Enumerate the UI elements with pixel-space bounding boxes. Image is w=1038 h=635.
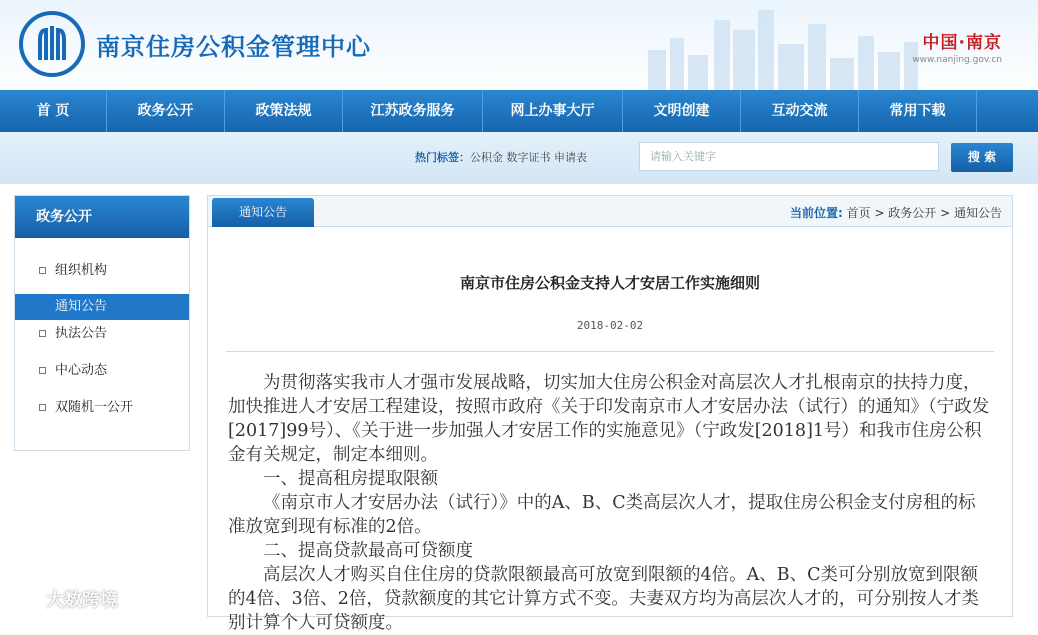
sidebar-item-organization[interactable]	[15, 258, 189, 284]
sidebar-item-label: 中心动态	[55, 363, 108, 378]
sidebar-item-news[interactable]	[15, 358, 189, 384]
divider	[226, 351, 994, 352]
sidebar-title: 政务公开	[15, 196, 189, 238]
article-date: 2018-02-02	[576, 319, 644, 332]
nav-item-online-hall[interactable]: 网上办事大厅	[483, 90, 623, 132]
nav-item-civilization[interactable]: 文明创建	[623, 90, 741, 132]
watermark-text: 大数跨境	[46, 590, 118, 611]
sidebar-item-label: 通知公告	[55, 299, 108, 314]
sidebar-item-notices[interactable]	[15, 294, 189, 320]
section-heading: 一、提高租房提取限额	[263, 469, 438, 489]
nav-item-interaction[interactable]: 互动交流	[741, 90, 859, 132]
content-header	[208, 196, 1012, 227]
city-skyline-decoration	[628, 0, 958, 90]
article-body	[228, 371, 990, 635]
article-paragraph: 高层次人才购买自住住房的贷款限额最高可放宽到限额的4倍。A、B、C类可分别放宽到限额的4倍、3倍、2倍，贷款额度的其它计算方式不变。夫妻双方均为高层次人才的，可分别按人才类别计算个人可贷额度。	[228, 565, 979, 633]
tab-notices[interactable]: 通知公告	[212, 198, 314, 227]
sidebar-item-random-inspection[interactable]	[15, 395, 189, 421]
square-bullet-icon	[39, 367, 46, 374]
nav-item-gov-affairs[interactable]: 政务公开	[107, 90, 225, 132]
site-header	[0, 0, 1038, 90]
sidebar-item-label: 组织机构	[55, 263, 108, 278]
brand-name: 中国·南京	[922, 33, 1002, 53]
nav-item-home[interactable]: 首 页	[0, 90, 107, 132]
site-logo-icon[interactable]	[18, 10, 86, 78]
breadcrumb-label: 当前位置:	[789, 206, 843, 220]
square-bullet-icon	[39, 267, 46, 274]
nanjing-brand[interactable]	[912, 28, 1002, 65]
sidebar	[14, 195, 190, 451]
main-content	[207, 195, 1013, 633]
article-title: 南京市住房公积金支持人才安居工作实施细则	[459, 274, 760, 292]
hot-tags-label: 热门标签：	[415, 151, 470, 164]
sidebar-item-enforcement[interactable]	[15, 321, 189, 347]
watermark-logo-icon	[8, 588, 42, 610]
nav-item-jiangsu-services[interactable]: 江苏政务服务	[343, 90, 483, 132]
section-heading: 二、提高贷款最高可贷额度	[263, 541, 473, 561]
square-bullet-icon	[39, 330, 46, 337]
breadcrumb-path[interactable]: 首页 > 政务公开 > 通知公告	[846, 206, 1002, 220]
article-paragraph: 《南京市人才安居办法（试行）》中的A、B、C类高层次人才，提取住房公积金支付房租的标准放宽到现有标准的2倍。	[228, 493, 976, 537]
hot-tags-list[interactable]: 公积金 数字证书 申请表	[470, 151, 587, 164]
search-bar	[0, 132, 1038, 184]
search-button[interactable]: 搜 索	[951, 143, 1013, 172]
square-bullet-icon	[39, 404, 46, 411]
nav-item-downloads[interactable]: 常用下载	[859, 90, 977, 132]
watermark	[8, 586, 118, 612]
sidebar-item-label: 双随机一公开	[55, 400, 134, 415]
main-nav	[0, 90, 1038, 132]
hot-tags	[415, 149, 587, 165]
breadcrumb	[790, 204, 1002, 221]
search-input[interactable]: 请输入关键字	[639, 142, 939, 171]
article-paragraph: 为贯彻落实我市人才强市发展战略，切实加大住房公积金对高层次人才扎根南京的扶持力度，加快推进人才安居工程建设，按照市政府《关于印发南京市人才安居办法（试行）的通知》（宁政发[2017]99号）、《关于进一步加强人才安居工作的实施意见》（宁政发[2018]1号）和我市住房公积金有关规定，制定本细则。	[228, 373, 990, 465]
sidebar-item-label: 执法公告	[55, 326, 108, 341]
brand-url: www.nanjing.gov.cn	[912, 55, 1002, 65]
nav-item-policies[interactable]: 政策法规	[225, 90, 343, 132]
site-title[interactable]: 南京住房公积金管理中心	[96, 33, 371, 61]
